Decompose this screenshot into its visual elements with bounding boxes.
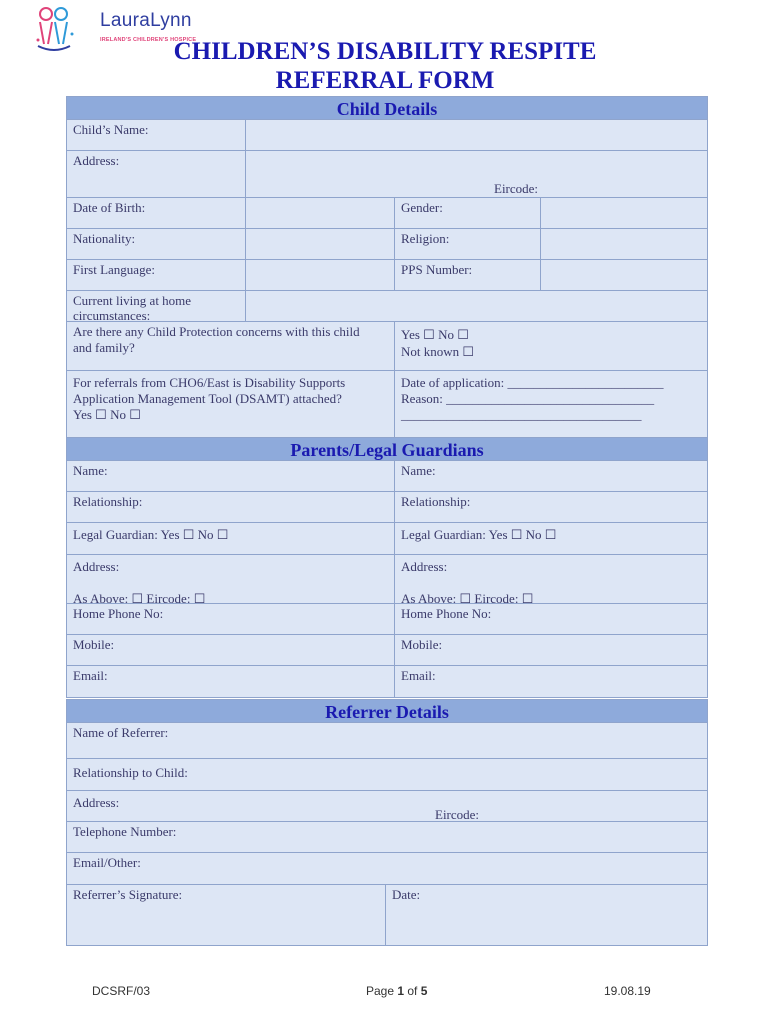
parent2-relationship[interactable]: Relationship:	[394, 491, 708, 523]
section-header-referrer: Referrer Details	[66, 699, 708, 723]
footer-date: 19.08.19	[604, 984, 651, 998]
section-header-parents: Parents/Legal Guardians	[66, 437, 708, 461]
referrer-relationship[interactable]: Relationship to Child:	[66, 758, 708, 791]
child-address-field[interactable]	[245, 150, 708, 198]
reason-line-1[interactable]: Reason: ________________________________	[401, 391, 655, 406]
logo-tagline: IRELAND'S CHILDREN'S HOSPICE	[100, 37, 197, 43]
parent1-email[interactable]: Email:	[66, 665, 395, 698]
section-header-child-details: Child Details	[66, 96, 708, 120]
footer-page-number	[366, 984, 427, 998]
referrer-name[interactable]: Name of Referrer:	[66, 722, 708, 759]
religion-field[interactable]	[540, 228, 708, 260]
date-of-application[interactable]: Date of application: ________________________	[401, 375, 664, 390]
form-title-line-2: REFERRAL FORM	[275, 67, 495, 94]
religion-label: Religion:	[394, 228, 541, 260]
parent1-address-label: Address:	[73, 559, 120, 574]
nationality-field[interactable]	[245, 228, 395, 260]
child-address-label: Address:	[66, 150, 246, 198]
parent2-legal-guardian[interactable]: Legal Guardian: Yes ☐ No ☐	[394, 522, 708, 555]
parent1-as-above[interactable]: As Above: ☐ Eircode: ☐	[73, 591, 206, 604]
living-circumstances-line-2: circumstances:	[73, 308, 151, 322]
referrer-address[interactable]	[66, 790, 708, 822]
parent2-name[interactable]: Name:	[394, 460, 708, 492]
gender-field[interactable]	[540, 197, 708, 229]
parent1-relationship[interactable]: Relationship:	[66, 491, 395, 523]
parent2-home-phone[interactable]: Home Phone No:	[394, 603, 708, 635]
nationality-label: Nationality:	[66, 228, 246, 260]
child-protection-question	[66, 321, 395, 371]
cho6-line-1: For referrals from CHO6/East is Disability Supports	[73, 375, 346, 390]
living-circumstances-field[interactable]	[245, 290, 708, 322]
parent2-email[interactable]: Email:	[394, 665, 708, 698]
parent1-mobile[interactable]: Mobile:	[66, 634, 395, 666]
gender-label: Gender:	[394, 197, 541, 229]
child-eircode-label: Eircode:	[494, 181, 539, 196]
child-protection-line-1: Are there any Child Protection concerns with this child	[73, 324, 360, 339]
referrer-date[interactable]: Date:	[385, 884, 708, 946]
page-prefix: Page	[366, 984, 398, 998]
first-language-label: First Language:	[66, 259, 246, 291]
childs-name-label: Child’s Name:	[66, 119, 246, 151]
living-circumstances-label	[66, 290, 246, 322]
page-total: 5	[420, 984, 428, 998]
referrer-email-other[interactable]: Email/Other:	[66, 852, 708, 885]
parent1-legal-guardian[interactable]: Legal Guardian: Yes ☐ No ☐	[66, 522, 395, 555]
child-protection-not-known[interactable]: Not known ☐	[401, 344, 475, 359]
page-current: 1	[397, 984, 405, 998]
dob-label: Date of Birth:	[66, 197, 246, 229]
referrer-signature[interactable]: Referrer’s Signature:	[66, 884, 386, 946]
parent2-address-label: Address:	[401, 559, 448, 574]
child-protection-line-2: and family?	[73, 340, 135, 355]
first-language-field[interactable]	[245, 259, 395, 291]
parent2-address[interactable]	[394, 554, 708, 604]
childs-name-field[interactable]	[245, 119, 708, 151]
parent2-mobile[interactable]: Mobile:	[394, 634, 708, 666]
parent1-name[interactable]: Name:	[66, 460, 395, 492]
parent2-as-above[interactable]: As Above: ☐ Eircode: ☐	[401, 591, 534, 604]
cho6-dsamt-question	[66, 370, 395, 438]
page-mid: of	[404, 984, 421, 998]
referrer-address-label: Address:	[73, 795, 120, 810]
application-details[interactable]	[394, 370, 708, 438]
pps-number-field[interactable]	[540, 259, 708, 291]
cho6-yes-no[interactable]: Yes ☐ No ☐	[73, 407, 141, 422]
parent1-home-phone[interactable]: Home Phone No:	[66, 603, 395, 635]
living-circumstances-line-1: Current living at home	[73, 293, 192, 308]
child-protection-options[interactable]	[394, 321, 708, 371]
referral-form	[66, 96, 708, 946]
form-title-line-1: CHILDREN’S DISABILITY RESPITE	[173, 38, 597, 65]
cho6-line-2: Application Management Tool (DSAMT) attached?	[73, 391, 342, 406]
logo-name: LauraLynn	[100, 10, 192, 31]
referrer-telephone[interactable]: Telephone Number:	[66, 821, 708, 853]
reason-line-2[interactable]: _____________________________________	[401, 407, 642, 422]
referrer-eircode-label: Eircode:	[435, 807, 480, 822]
parent1-address[interactable]	[66, 554, 395, 604]
dob-field[interactable]	[245, 197, 395, 229]
child-protection-yes-no[interactable]: Yes ☐ No ☐	[401, 327, 469, 342]
pps-number-label: PPS Number:	[394, 259, 541, 291]
footer-form-code: DCSRF/03	[92, 984, 151, 998]
